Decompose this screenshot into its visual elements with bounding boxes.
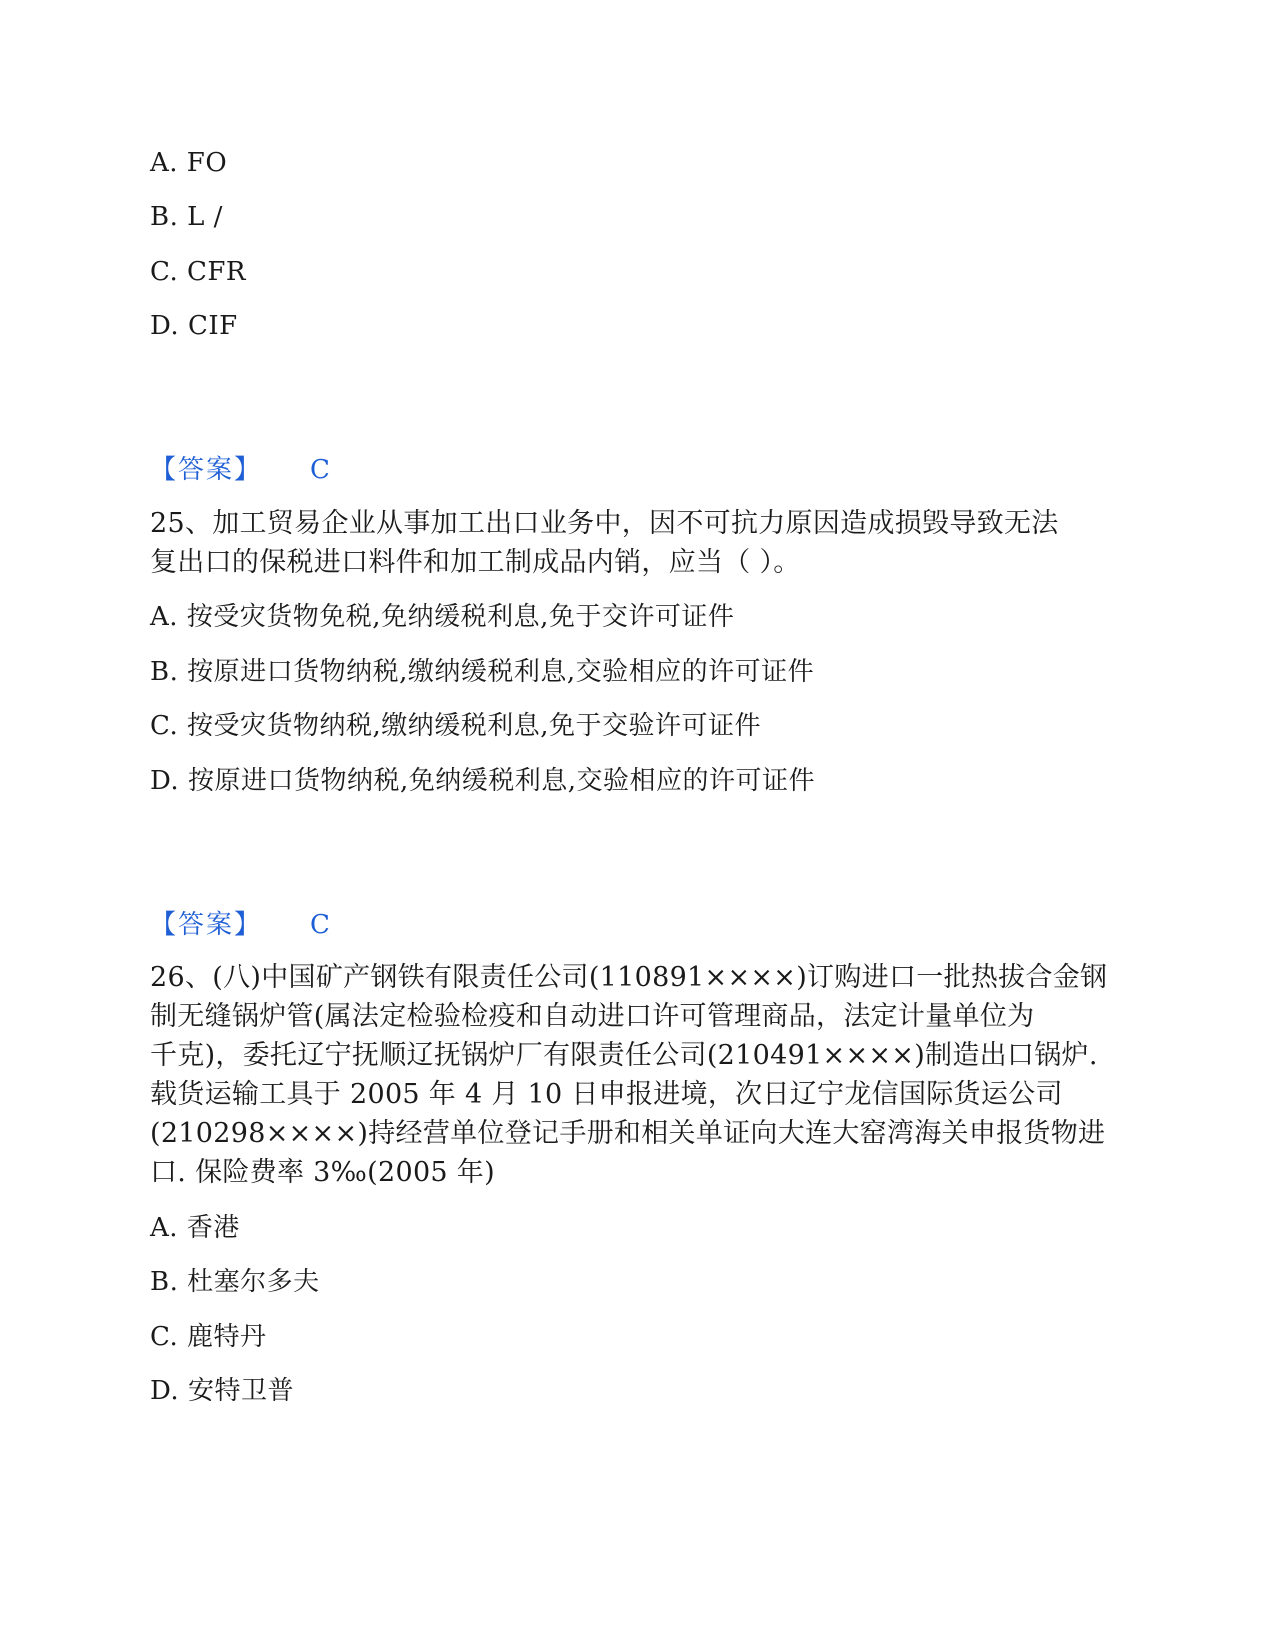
q25-answer (150, 910, 330, 940)
answer-value: C (310, 455, 330, 485)
q24-answer (150, 455, 330, 485)
q24-option-c: C. CFR (150, 257, 247, 287)
q25-option-d: D. 按原进口货物纳税,免纳缓税利息,交验相应的许可证件 (150, 766, 815, 796)
q25-option-c: C. 按受灾货物纳税,缴纳缓税利息,免于交验许可证件 (150, 711, 762, 741)
q25-text-line-2: 复出口的保税进口料件和加工制成品内销，应当（ ）。 (150, 547, 801, 578)
q24-option-b: B. L / (150, 202, 223, 232)
q26-option-c: C. 鹿特丹 (150, 1322, 267, 1352)
q26-text-line-1: 26、(八)中国矿产钢铁有限责任公司(110891××××)订购进口一批热拔合金钢 (150, 962, 1108, 993)
q26-text-line-3: 千克)，委托辽宁抚顺辽抚锅炉厂有限责任公司(210491××××)制造出口锅炉. (150, 1040, 1098, 1071)
q25-text-line-1: 25、加工贸易企业从事加工出口业务中，因不可抗力原因造成损毁导致无法 (150, 508, 1059, 539)
answer-value: C (310, 910, 330, 940)
answer-label: 【答案】 (150, 455, 263, 485)
q24-option-d: D. CIF (150, 311, 238, 341)
q25-option-b: B. 按原进口货物纳税,缴纳缓税利息,交验相应的许可证件 (150, 657, 815, 687)
q24-option-a: A. FO (150, 148, 228, 178)
answer-label: 【答案】 (150, 910, 263, 940)
q26-option-d: D. 安特卫普 (150, 1376, 294, 1406)
q26-text-line-5: (210298××××)持经营单位登记手册和相关单证向大连大窑湾海关申报货物进 (150, 1118, 1106, 1149)
q26-option-b: B. 杜塞尔多夫 (150, 1267, 320, 1297)
q26-text-line-2: 制无缝锅炉管(属法定检验检疫和自动进口许可管理商品，法定计量单位为 (150, 1001, 1035, 1032)
q26-text-line-6: 口. 保险费率 3‰(2005 年) (150, 1157, 495, 1188)
q25-option-a: A. 按受灾货物免税,免纳缓税利息,免于交许可证件 (150, 602, 735, 632)
q26-text-line-4: 载货运输工具于 2005 年 4 月 10 日申报进境，次日辽宁龙信国际货运公司 (150, 1079, 1063, 1110)
q26-option-a: A. 香港 (150, 1213, 240, 1243)
